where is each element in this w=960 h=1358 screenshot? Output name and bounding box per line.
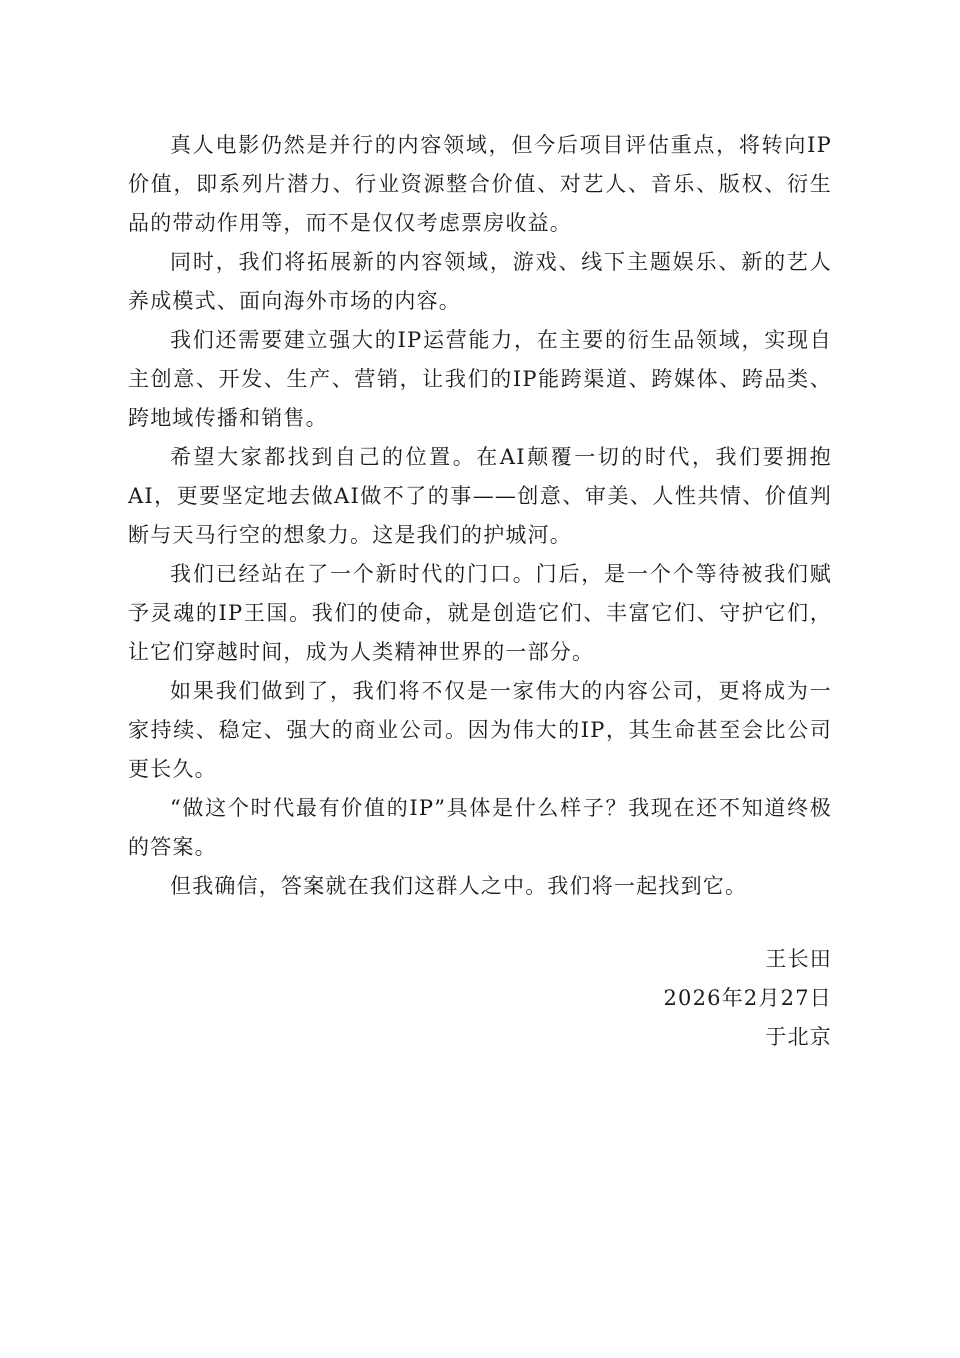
paragraph-5: 我们已经站在了一个新时代的门口。门后，是一个个等待被我们赋予灵魂的IP王国。我们的使命，就是创造它们、丰富它们、守护它们，让它们穿越时间，成为人类精神世界的一部分。	[128, 562, 832, 664]
paragraph-8: 但我确信，答案就在我们这群人之中。我们将一起找到它。	[170, 874, 748, 898]
signature-date: 2026年2月27日	[663, 986, 832, 1010]
paragraph-1: 真人电影仍然是并行的内容领域，但今后项目评估重点，将转向IP价值，即系列片潜力、行业资源整合价值、对艺人、音乐、版权、衍生品的带动作用等，而不是仅仅考虑票房收益。	[128, 133, 832, 235]
signature-name: 王长田	[765, 947, 832, 971]
paragraph-6: 如果我们做到了，我们将不仅是一家伟大的内容公司，更将成为一家持续、稳定、强大的商业公司。因为伟大的IP，其生命甚至会比公司更长久。	[128, 679, 832, 781]
signature-block	[663, 940, 832, 1057]
signature-place: 于北京	[765, 1025, 832, 1049]
paragraph-2: 同时，我们将拓展新的内容领域，游戏、线下主题娱乐、新的艺人养成模式、面向海外市场的内容。	[128, 250, 832, 313]
letter-body	[128, 126, 832, 906]
paragraph-4: 希望大家都找到自己的位置。在AI颠覆一切的时代，我们要拥抱AI，更要坚定地去做AI做不了的事——创意、审美、人性共情、价值判断与天马行空的想象力。这是我们的护城河。	[128, 445, 832, 547]
paragraph-7: “做这个时代最有价值的IP”具体是什么样子？我现在还不知道终极的答案。	[128, 796, 832, 859]
paragraph-3: 我们还需要建立强大的IP运营能力，在主要的衍生品领域，实现自主创意、开发、生产、营销，让我们的IP能跨渠道、跨媒体、跨品类、跨地域传播和销售。	[128, 328, 832, 430]
